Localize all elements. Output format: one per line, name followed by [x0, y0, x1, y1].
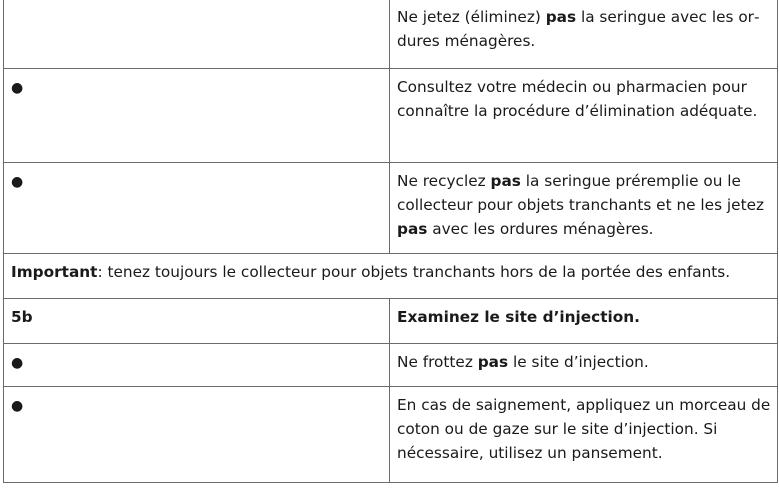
row-marker-cell — [4, 69, 390, 163]
instruction-text — [390, 163, 777, 249]
instruction-text — [390, 387, 777, 473]
instruction-text — [390, 0, 777, 61]
instructions-table — [3, 0, 778, 483]
table-row — [4, 0, 778, 69]
emphasis-text: pas — [397, 220, 428, 238]
table-row — [4, 163, 778, 254]
row-marker-cell — [4, 344, 390, 387]
step-number-cell — [4, 299, 390, 344]
row-marker-cell — [4, 0, 390, 69]
table-row — [4, 69, 778, 163]
emphasis-text: pas — [490, 172, 521, 190]
bullet-marker: ● — [11, 355, 24, 371]
row-marker-cell — [4, 387, 390, 483]
step-title: Examinez le site d’injection. — [397, 308, 640, 326]
bullet-marker: ● — [11, 80, 24, 96]
important-row — [4, 254, 778, 299]
step-header-row — [4, 299, 778, 344]
table-row — [4, 344, 778, 387]
step-title-cell — [390, 299, 778, 344]
instruction-cell — [390, 344, 778, 387]
text-segment: En cas de saignement, appliquez un morceau de coton ou de gaze sur le site d’injection. Si nécessaire, utilisez un pansement. — [397, 396, 771, 462]
text-segment: avec les ordures ménagères. — [427, 220, 654, 238]
instruction-text — [390, 344, 777, 382]
text-segment: le site d’injection. — [508, 353, 649, 371]
table-row — [4, 387, 778, 483]
row-marker-cell — [4, 163, 390, 254]
instruction-text — [390, 69, 777, 131]
text-segment: Ne frottez — [397, 353, 478, 371]
instruction-cell — [390, 69, 778, 163]
emphasis-text: pas — [477, 353, 509, 371]
text-segment: Consultez votre médecin ou pharmacien pour connaître la procédure d’élimination adéquate. — [397, 78, 758, 120]
important-label: Important — [11, 263, 98, 281]
instruction-cell — [390, 0, 778, 69]
important-text: : tenez toujours le collecteur pour objets tranchants hors de la portée des enfants. — [97, 263, 731, 281]
step-number: 5b — [11, 308, 33, 326]
important-cell — [4, 254, 778, 299]
text-segment: Ne jetez (éliminez) — [397, 8, 546, 26]
bullet-marker: ● — [11, 398, 24, 414]
text-segment: Ne recyclez — [397, 172, 491, 190]
instruction-cell — [390, 387, 778, 483]
emphasis-text: pas — [545, 8, 577, 26]
bullet-marker: ● — [11, 174, 24, 190]
text-segment: la seringue avec les ordures ménagères. — [397, 8, 760, 50]
instruction-cell — [390, 163, 778, 254]
text-segment: la seringue préremplie ou le collecteur pour objets tranchants et ne les jetez — [397, 172, 765, 214]
